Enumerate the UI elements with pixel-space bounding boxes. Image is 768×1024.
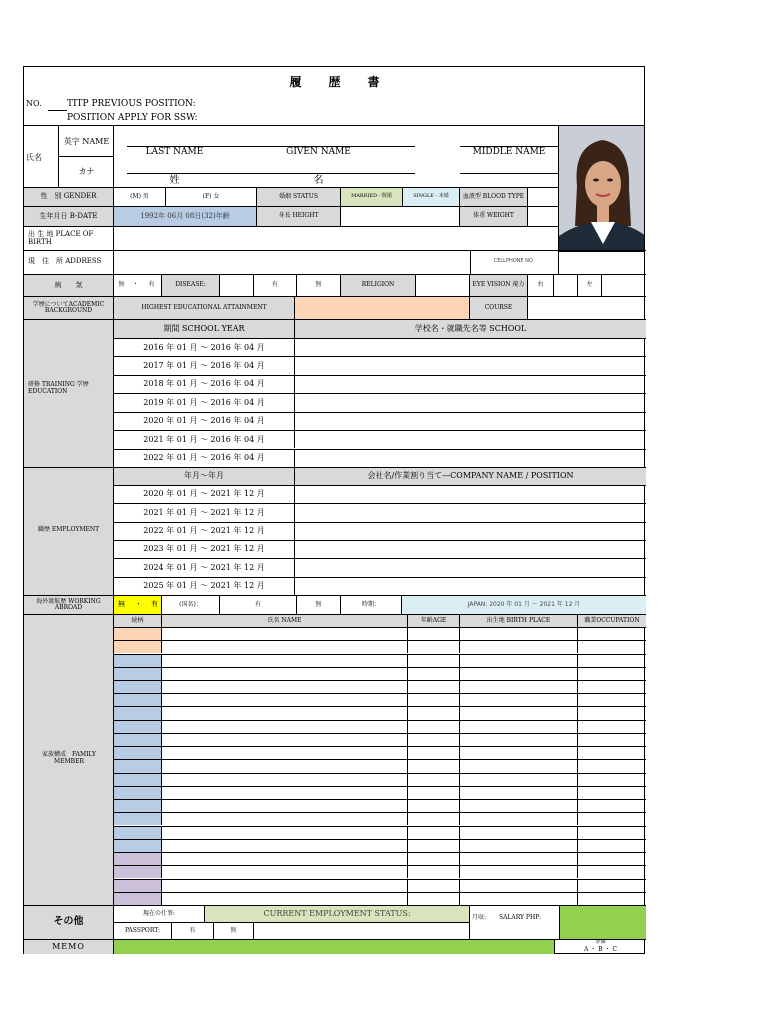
family-occupation-cell[interactable] <box>578 813 646 825</box>
family-birthplace-cell[interactable] <box>460 694 578 706</box>
family-relation-cell[interactable] <box>114 721 162 733</box>
family-relation-cell[interactable] <box>114 853 162 865</box>
family-occupation-cell[interactable] <box>578 893 646 905</box>
family-name-cell[interactable] <box>162 681 408 693</box>
family-birthplace-cell[interactable] <box>460 668 578 680</box>
current-job-label: 現在の仕事: <box>114 906 205 922</box>
apply-position-label: POSITION APPLY FOR SSW: <box>67 113 198 123</box>
education-school[interactable] <box>295 339 646 356</box>
family-birthplace-cell[interactable] <box>460 721 578 733</box>
family-name-cell[interactable] <box>162 853 408 865</box>
weight-label: 体重 WEIGHT <box>460 207 528 226</box>
salary-cell <box>470 906 560 939</box>
highest-attainment-value[interactable] <box>295 297 470 319</box>
family-occupation-cell[interactable] <box>578 721 646 733</box>
height-value[interactable] <box>341 207 460 226</box>
blood-type-label: 血液型 BLOOD TYPE <box>460 188 528 206</box>
education-period[interactable]: 2018 年 01 月 ～ 2016 年 04 月 <box>114 376 295 393</box>
family-age-cell[interactable] <box>408 774 460 786</box>
family-occupation-header: 職業OCCUPATION <box>578 615 646 627</box>
family-relation-cell[interactable] <box>114 668 162 680</box>
family-age-cell[interactable] <box>408 641 460 653</box>
resume-sheet <box>23 66 645 954</box>
family-age-cell[interactable] <box>408 668 460 680</box>
family-age-cell[interactable] <box>408 694 460 706</box>
family-birthplace-cell[interactable] <box>460 880 578 892</box>
name-label: 氏名 <box>26 153 42 162</box>
illness-none[interactable]: 無 <box>118 281 125 289</box>
salary-label: SALARY PHP: <box>498 914 542 921</box>
memo-label: MEMO <box>24 940 114 954</box>
religion-label: RELIGION <box>341 275 416 296</box>
employment-period[interactable]: 2021 年 01 月 ～ 2021 年 12 月 <box>114 504 295 521</box>
family-age-cell[interactable] <box>408 827 460 839</box>
illness-have[interactable]: 有 <box>142 275 162 296</box>
employment-company[interactable] <box>295 504 646 521</box>
family-birthplace-cell[interactable] <box>460 655 578 667</box>
education-school[interactable] <box>295 450 646 467</box>
abroad-label: 海外渡航歴 WORKING ABROAD <box>24 596 114 614</box>
family-birthplace-cell[interactable] <box>460 628 578 640</box>
education-school[interactable] <box>295 394 646 411</box>
family-occupation-cell[interactable] <box>578 734 646 746</box>
family-relation-cell[interactable] <box>114 641 162 653</box>
abroad-none[interactable]: 無 <box>114 596 129 614</box>
family-name-cell[interactable] <box>162 641 408 653</box>
employment-period[interactable]: 2024 年 01 月 ～ 2021 年 12 月 <box>114 559 295 576</box>
eye-right[interactable]: 右 <box>528 275 554 296</box>
family-name-cell[interactable] <box>162 707 408 719</box>
education-period[interactable]: 2019 年 01 月 ～ 2016 年 04 月 <box>114 394 295 411</box>
family-occupation-cell[interactable] <box>578 681 646 693</box>
family-birthplace-header: 出生地 BIRTH PLACE <box>460 615 578 627</box>
family-birthplace-cell[interactable] <box>460 827 578 839</box>
abroad-country-label: (国名)： <box>162 596 220 614</box>
employment-period-header: 年月～年月 <box>114 468 295 485</box>
family-age-cell[interactable] <box>408 893 460 905</box>
family-relation-cell[interactable] <box>114 760 162 772</box>
family-relation-cell[interactable] <box>114 800 162 812</box>
abroad-period-value[interactable]: JAPAN: 2020 年 01 月 ～ 2021 年 12 月 <box>402 596 646 614</box>
family-age-cell[interactable] <box>408 866 460 878</box>
kana-label: カナ <box>78 167 95 176</box>
abroad-country-none[interactable]: 無 <box>297 596 341 614</box>
disease-label: DISEASE: <box>162 275 220 296</box>
academic-label: 学歴についてACADEMIC BACKGROUND <box>24 297 114 319</box>
family-age-cell[interactable] <box>408 760 460 772</box>
family-age-cell[interactable] <box>408 787 460 799</box>
course-value[interactable] <box>528 297 646 319</box>
passport-none[interactable]: 無 <box>214 923 254 939</box>
family-birthplace-cell[interactable] <box>460 893 578 905</box>
family-age-cell[interactable] <box>408 721 460 733</box>
other-label: その他 <box>24 906 114 939</box>
family-relation-cell[interactable] <box>114 774 162 786</box>
eye-left[interactable]: 左 <box>578 275 602 296</box>
disease-value[interactable] <box>220 275 254 296</box>
family-name-cell[interactable] <box>162 655 408 667</box>
family-name-cell[interactable] <box>162 668 408 680</box>
marital-single[interactable]: SINGLE - 未婚 <box>403 188 460 206</box>
family-name-cell[interactable] <box>162 734 408 746</box>
family-name-cell[interactable] <box>162 787 408 799</box>
romaji-label: 英字 NAME <box>63 137 110 146</box>
birthplace-label: 出 生 地 PLACE OF BIRTH <box>28 230 94 246</box>
family-occupation-cell[interactable] <box>578 707 646 719</box>
rating-label: 評価 <box>595 939 606 946</box>
family-name-header: 氏名 NAME <box>162 615 408 627</box>
family-birthplace-cell[interactable] <box>460 787 578 799</box>
gender-male[interactable]: (M) 男 <box>114 188 166 206</box>
family-name-cell[interactable] <box>162 840 408 852</box>
family-birthplace-cell[interactable] <box>460 866 578 878</box>
family-age-cell[interactable] <box>408 734 460 746</box>
family-label: 家族構成 FAMILY MEMBER <box>41 751 97 766</box>
family-name-cell[interactable] <box>162 866 408 878</box>
family-occupation-cell[interactable] <box>578 880 646 892</box>
employment-period[interactable]: 2025 年 01 月 ～ 2021 年 12 月 <box>114 578 295 595</box>
family-occupation-cell[interactable] <box>578 853 646 865</box>
education-period[interactable]: 2022 年 01 月 ～ 2016 年 04 月 <box>114 450 295 467</box>
school-year-header: 期間 SCHOOL YEAR <box>114 320 295 338</box>
education-period[interactable]: 2017 年 01 月 ～ 2016 年 04 月 <box>114 357 295 374</box>
family-birthplace-cell[interactable] <box>460 840 578 852</box>
employment-company[interactable] <box>295 523 646 540</box>
family-relation-cell[interactable] <box>114 747 162 759</box>
disease-have[interactable]: 有 <box>254 275 297 296</box>
family-relation-cell[interactable] <box>114 734 162 746</box>
family-birthplace-cell[interactable] <box>460 641 578 653</box>
family-relation-cell[interactable] <box>114 840 162 852</box>
family-occupation-cell[interactable] <box>578 760 646 772</box>
family-age-cell[interactable] <box>408 707 460 719</box>
employment-period[interactable]: 2020 年 01 月 ～ 2021 年 12 月 <box>114 486 295 503</box>
family-birthplace-cell[interactable] <box>460 774 578 786</box>
religion-value[interactable] <box>416 275 470 296</box>
marital-married[interactable]: MARRIED - 既婚 <box>341 188 403 206</box>
education-label: 研修 TRAINING 学歴 EDUCATION <box>28 381 89 396</box>
family-age-cell[interactable] <box>408 747 460 759</box>
family-birthplace-cell[interactable] <box>460 707 578 719</box>
family-occupation-cell[interactable] <box>578 827 646 839</box>
family-birthplace-cell[interactable] <box>460 813 578 825</box>
family-name-cell[interactable] <box>162 760 408 772</box>
highest-attainment-label: HIGHEST EDUCATIONAL ATTAINMENT <box>114 297 295 319</box>
family-occupation-cell[interactable] <box>578 641 646 653</box>
illness-label: 病 気 <box>24 275 114 296</box>
cellphone-label: CELLPHONE NO. <box>493 258 535 264</box>
family-age-cell[interactable] <box>408 813 460 825</box>
company-header: 会社名/作業割り当て―COMPANY NAME / POSITION <box>295 468 646 485</box>
abroad-have[interactable]: 有 <box>148 596 162 614</box>
family-occupation-cell[interactable] <box>578 866 646 878</box>
family-age-cell[interactable] <box>408 655 460 667</box>
disease-none[interactable]: 無 <box>297 275 341 296</box>
family-age-cell[interactable] <box>408 853 460 865</box>
employment-period[interactable]: 2022 年 01 月 ～ 2021 年 12 月 <box>114 523 295 540</box>
family-age-header: 年齢AGE <box>408 615 460 627</box>
family-name-cell[interactable] <box>162 800 408 812</box>
family-birthplace-cell[interactable] <box>460 853 578 865</box>
birthdate-label: 生年月日 B-DATE <box>24 207 114 226</box>
mei-label: 名 <box>313 175 324 186</box>
birthdate-value[interactable]: 1992年 06月 08日(32)年齢 <box>114 207 257 226</box>
abroad-country-have[interactable]: 有 <box>220 596 297 614</box>
education-school[interactable] <box>295 413 646 430</box>
family-occupation-cell[interactable] <box>578 668 646 680</box>
family-occupation-cell[interactable] <box>578 747 646 759</box>
family-name-cell[interactable] <box>162 747 408 759</box>
passport-label: PASSPORT: <box>114 923 172 939</box>
employment-company[interactable] <box>295 559 646 576</box>
education-school[interactable] <box>295 431 646 448</box>
family-name-cell[interactable] <box>162 694 408 706</box>
family-relation-cell[interactable] <box>114 893 162 905</box>
family-birthplace-cell[interactable] <box>460 681 578 693</box>
family-occupation-cell[interactable] <box>578 787 646 799</box>
family-name-cell[interactable] <box>162 813 408 825</box>
abroad-period-label: 時期： <box>341 596 402 614</box>
family-relation-cell[interactable] <box>114 787 162 799</box>
employment-company[interactable] <box>295 486 646 503</box>
family-name-cell[interactable] <box>162 774 408 786</box>
portrait-icon <box>559 126 645 252</box>
height-label: 身長 HEIGHT <box>257 207 341 226</box>
salary-value[interactable] <box>560 906 646 939</box>
family-relation-cell[interactable] <box>114 880 162 892</box>
prev-position-label: TITP PREVIOUS POSITION: <box>67 99 196 109</box>
illness-dot: ・ <box>132 281 139 289</box>
family-occupation-cell[interactable] <box>578 840 646 852</box>
last-name-label: LAST NAME <box>145 147 204 157</box>
family-relation-cell[interactable] <box>114 827 162 839</box>
family-occupation-cell[interactable] <box>578 774 646 786</box>
middle-name-label: MIDDLE NAME <box>472 147 546 157</box>
no-underline <box>48 110 67 111</box>
employment-period[interactable]: 2023 年 01 月 ～ 2021 年 12 月 <box>114 541 295 558</box>
passport-have[interactable]: 有 <box>172 923 214 939</box>
family-age-cell[interactable] <box>408 880 460 892</box>
education-school[interactable] <box>295 357 646 374</box>
family-name-cell[interactable] <box>162 721 408 733</box>
family-occupation-cell[interactable] <box>578 800 646 812</box>
family-name-cell[interactable] <box>162 880 408 892</box>
family-name-cell[interactable] <box>162 628 408 640</box>
education-period[interactable]: 2016 年 01 月 ～ 2016 年 04 月 <box>114 339 295 356</box>
passport-value[interactable] <box>254 923 470 939</box>
family-name-cell[interactable] <box>162 893 408 905</box>
address-label: 現 住 所 ADDRESS <box>28 257 102 265</box>
memo-value[interactable] <box>114 940 555 954</box>
rating-options[interactable]: A ・ B ・ C <box>584 945 617 953</box>
eye-vision-label: EYE VISION 視力 <box>470 275 528 296</box>
family-relation-cell[interactable] <box>114 655 162 667</box>
family-birthplace-cell[interactable] <box>460 734 578 746</box>
family-name-cell[interactable] <box>162 827 408 839</box>
family-age-cell[interactable] <box>408 681 460 693</box>
gender-label: 性 別 GENDER <box>24 188 114 206</box>
family-birthplace-cell[interactable] <box>460 800 578 812</box>
employment-company[interactable] <box>295 578 646 595</box>
current-status-value[interactable]: CURRENT EMPLOYMENT STATUS: <box>205 906 470 922</box>
page-title: 履 歴 書 <box>289 75 381 89</box>
employment-label: 職歴 EMPLOYMENT <box>38 526 100 533</box>
marital-label: 婚姻 STATUS <box>257 188 341 206</box>
family-relation-header: 続柄 <box>114 615 162 627</box>
family-age-cell[interactable] <box>408 840 460 852</box>
given-name-label: GIVEN NAME <box>286 147 351 157</box>
education-school[interactable] <box>295 376 646 393</box>
education-period[interactable]: 2020 年 01 月 ～ 2016 年 04 月 <box>114 413 295 430</box>
course-label: COURSE <box>470 297 528 319</box>
education-period[interactable]: 2021 年 01 月 ～ 2016 年 04 月 <box>114 431 295 448</box>
id-photo <box>558 125 645 252</box>
abroad-dot: ・ <box>129 596 148 614</box>
family-occupation-cell[interactable] <box>578 694 646 706</box>
salary-label-jp: 月収: <box>472 914 487 921</box>
family-relation-cell[interactable] <box>114 681 162 693</box>
family-relation-cell[interactable] <box>114 694 162 706</box>
gender-female[interactable]: (F) 女 <box>166 188 257 206</box>
family-relation-cell[interactable] <box>114 866 162 878</box>
family-age-cell[interactable] <box>408 628 460 640</box>
family-relation-cell[interactable] <box>114 813 162 825</box>
no-label: NO. <box>26 99 42 108</box>
family-age-cell[interactable] <box>408 800 460 812</box>
employment-company[interactable] <box>295 541 646 558</box>
family-occupation-cell[interactable] <box>578 655 646 667</box>
family-relation-cell[interactable] <box>114 707 162 719</box>
family-birthplace-cell[interactable] <box>460 747 578 759</box>
family-occupation-cell[interactable] <box>578 628 646 640</box>
family-relation-cell[interactable] <box>114 628 162 640</box>
sei-label: 姓 <box>169 175 180 186</box>
family-birthplace-cell[interactable] <box>460 760 578 772</box>
school-header: 学校名・就職先名等 SCHOOL <box>295 320 646 338</box>
